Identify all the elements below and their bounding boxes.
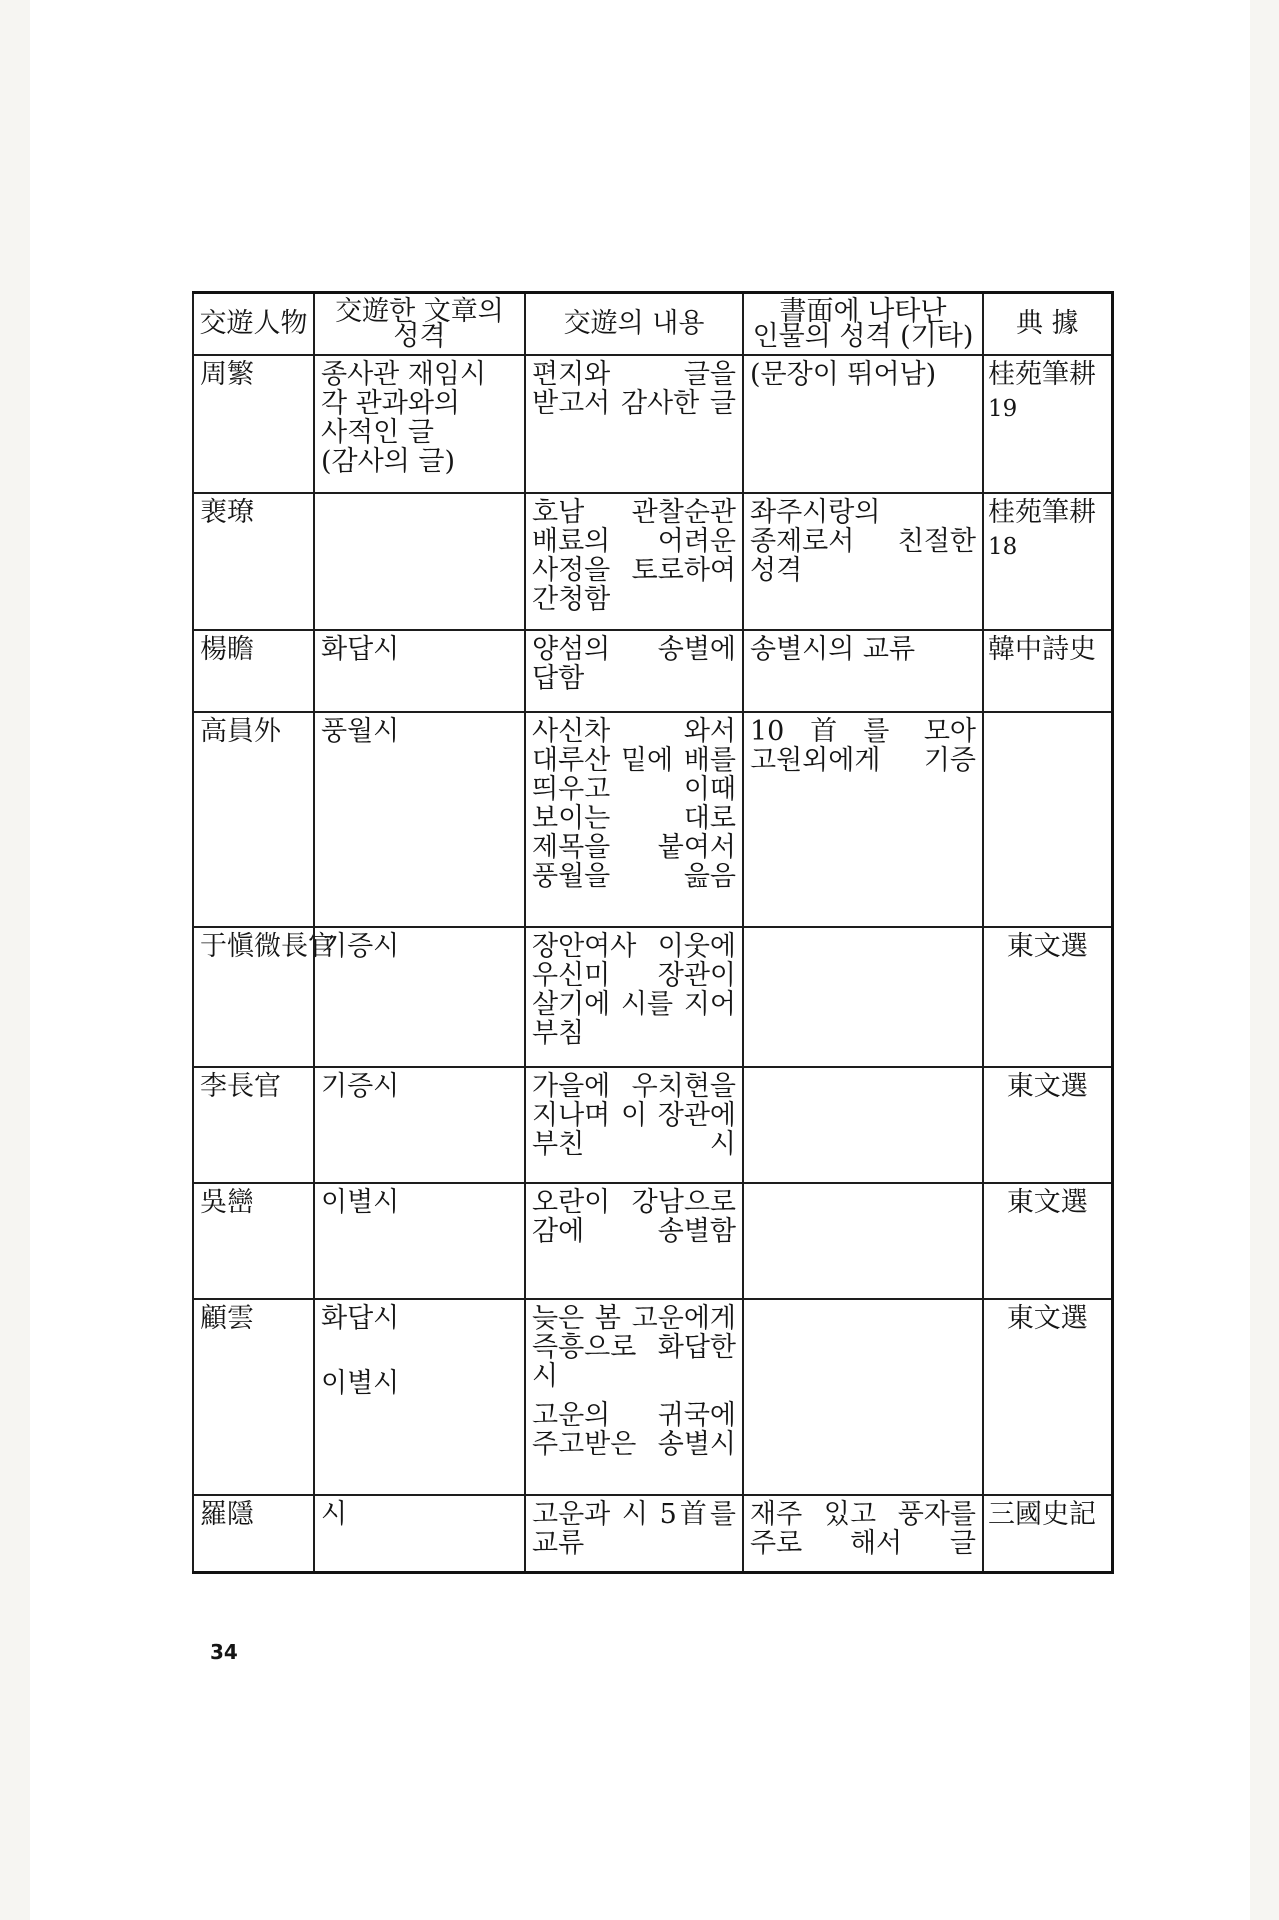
cell-source: 東文選	[983, 1183, 1112, 1299]
cell-text-type: 기증시	[314, 927, 525, 1067]
header-row	[193, 293, 1112, 355]
cell-person: 吳巒	[193, 1183, 314, 1299]
header-character: 書面에 나타난 인물의 성격 (기타)	[743, 293, 983, 355]
table-row	[193, 355, 1112, 493]
content-2: 고운의 귀국에 주고받은 송별시	[532, 1399, 736, 1460]
cell-text-type	[314, 1299, 525, 1495]
table-row	[193, 1495, 1112, 1573]
cell-source: 東文選	[983, 927, 1112, 1067]
cell-text-type: 기증시	[314, 1067, 525, 1183]
cell-character: 10首를 모아 고원외에게 기증	[743, 712, 983, 927]
cell-text-type	[314, 493, 525, 630]
cell-character: 좌주시랑의 종제로서 친절한 성격	[743, 493, 983, 630]
cell-person: 顧雲	[193, 1299, 314, 1495]
cell-person: 高員外	[193, 712, 314, 927]
table-row	[193, 927, 1112, 1067]
cell-text-type: 종사관 재임시 각 관과와의 사적인 글 (감사의 글)	[314, 355, 525, 493]
table-row	[193, 1067, 1112, 1183]
cell-source: 東文選	[983, 1299, 1112, 1495]
header-source: 典 據	[983, 293, 1112, 355]
cell-source	[983, 493, 1112, 630]
cell-character	[743, 927, 983, 1067]
cell-source	[983, 712, 1112, 927]
cell-person: 于愼微長官	[193, 927, 314, 1067]
cell-character	[743, 1183, 983, 1299]
source-number: 19	[988, 395, 1018, 422]
cell-person: 羅隱	[193, 1495, 314, 1573]
cell-text-type: 화답시	[314, 630, 525, 712]
table-row	[193, 712, 1112, 927]
content-1: 늦은 봄 고운에게 즉흥으로 화답한 시	[532, 1302, 736, 1392]
table-row	[193, 1299, 1112, 1495]
cell-character	[743, 1067, 983, 1183]
cell-content	[525, 1299, 743, 1495]
header-person: 交遊人物	[193, 293, 314, 355]
source-title: 桂苑筆耕	[988, 358, 1096, 390]
source-title: 桂苑筆耕	[988, 496, 1096, 528]
cell-text-type: 시	[314, 1495, 525, 1573]
cell-person: 周繁	[193, 355, 314, 493]
cell-text-type: 풍월시	[314, 712, 525, 927]
cell-person: 楊瞻	[193, 630, 314, 712]
cell-character	[743, 1299, 983, 1495]
text-type-1: 화답시	[321, 1302, 400, 1334]
cell-content: 고운과 시 5首를 교류	[525, 1495, 743, 1573]
cell-source: 東文選	[983, 1067, 1112, 1183]
exchange-table	[192, 291, 1114, 1574]
cell-content: 사신차 와서 대루산 밑에 배를 띄우고 이때 보이는 대로 제목을 붙여서 풍월을 읊음	[525, 712, 743, 927]
cell-content: 가을에 우치현을 지나며 이 장관에 부친 시	[525, 1067, 743, 1183]
header-text-type: 交遊한 文章의 성격	[314, 293, 525, 355]
cell-text-type: 이별시	[314, 1183, 525, 1299]
cell-character: 송별시의 교류	[743, 630, 983, 712]
cell-person: 裵璙	[193, 493, 314, 630]
spacer	[321, 1333, 518, 1369]
cell-person: 李長官	[193, 1067, 314, 1183]
cell-content: 호남 관찰순관 배료의 어려운 사정을 토로하여 간청함	[525, 493, 743, 630]
cell-source: 韓中詩史	[983, 630, 1112, 712]
cell-character: (문장이 뛰어남)	[743, 355, 983, 493]
cell-content: 양섬의 송별에 답함	[525, 630, 743, 712]
page-number: 34	[210, 1640, 238, 1664]
cell-source: 三國史記	[983, 1495, 1112, 1573]
cell-content: 편지와 글을 받고서 감사한 글	[525, 355, 743, 493]
cell-content: 장안여사 이웃에 우신미 장관이 살기에 시를 지어 부침	[525, 927, 743, 1067]
cell-source	[983, 355, 1112, 493]
cell-content: 오란이 강남으로 감에 송별함	[525, 1183, 743, 1299]
text-type-2: 이별시	[321, 1367, 400, 1399]
header-content: 交遊의 내용	[525, 293, 743, 355]
table-row	[193, 630, 1112, 712]
table-row	[193, 493, 1112, 630]
source-number: 18	[988, 533, 1018, 560]
table-row	[193, 1183, 1112, 1299]
cell-character: 재주 있고 풍자를 주로 해서 글	[743, 1495, 983, 1573]
